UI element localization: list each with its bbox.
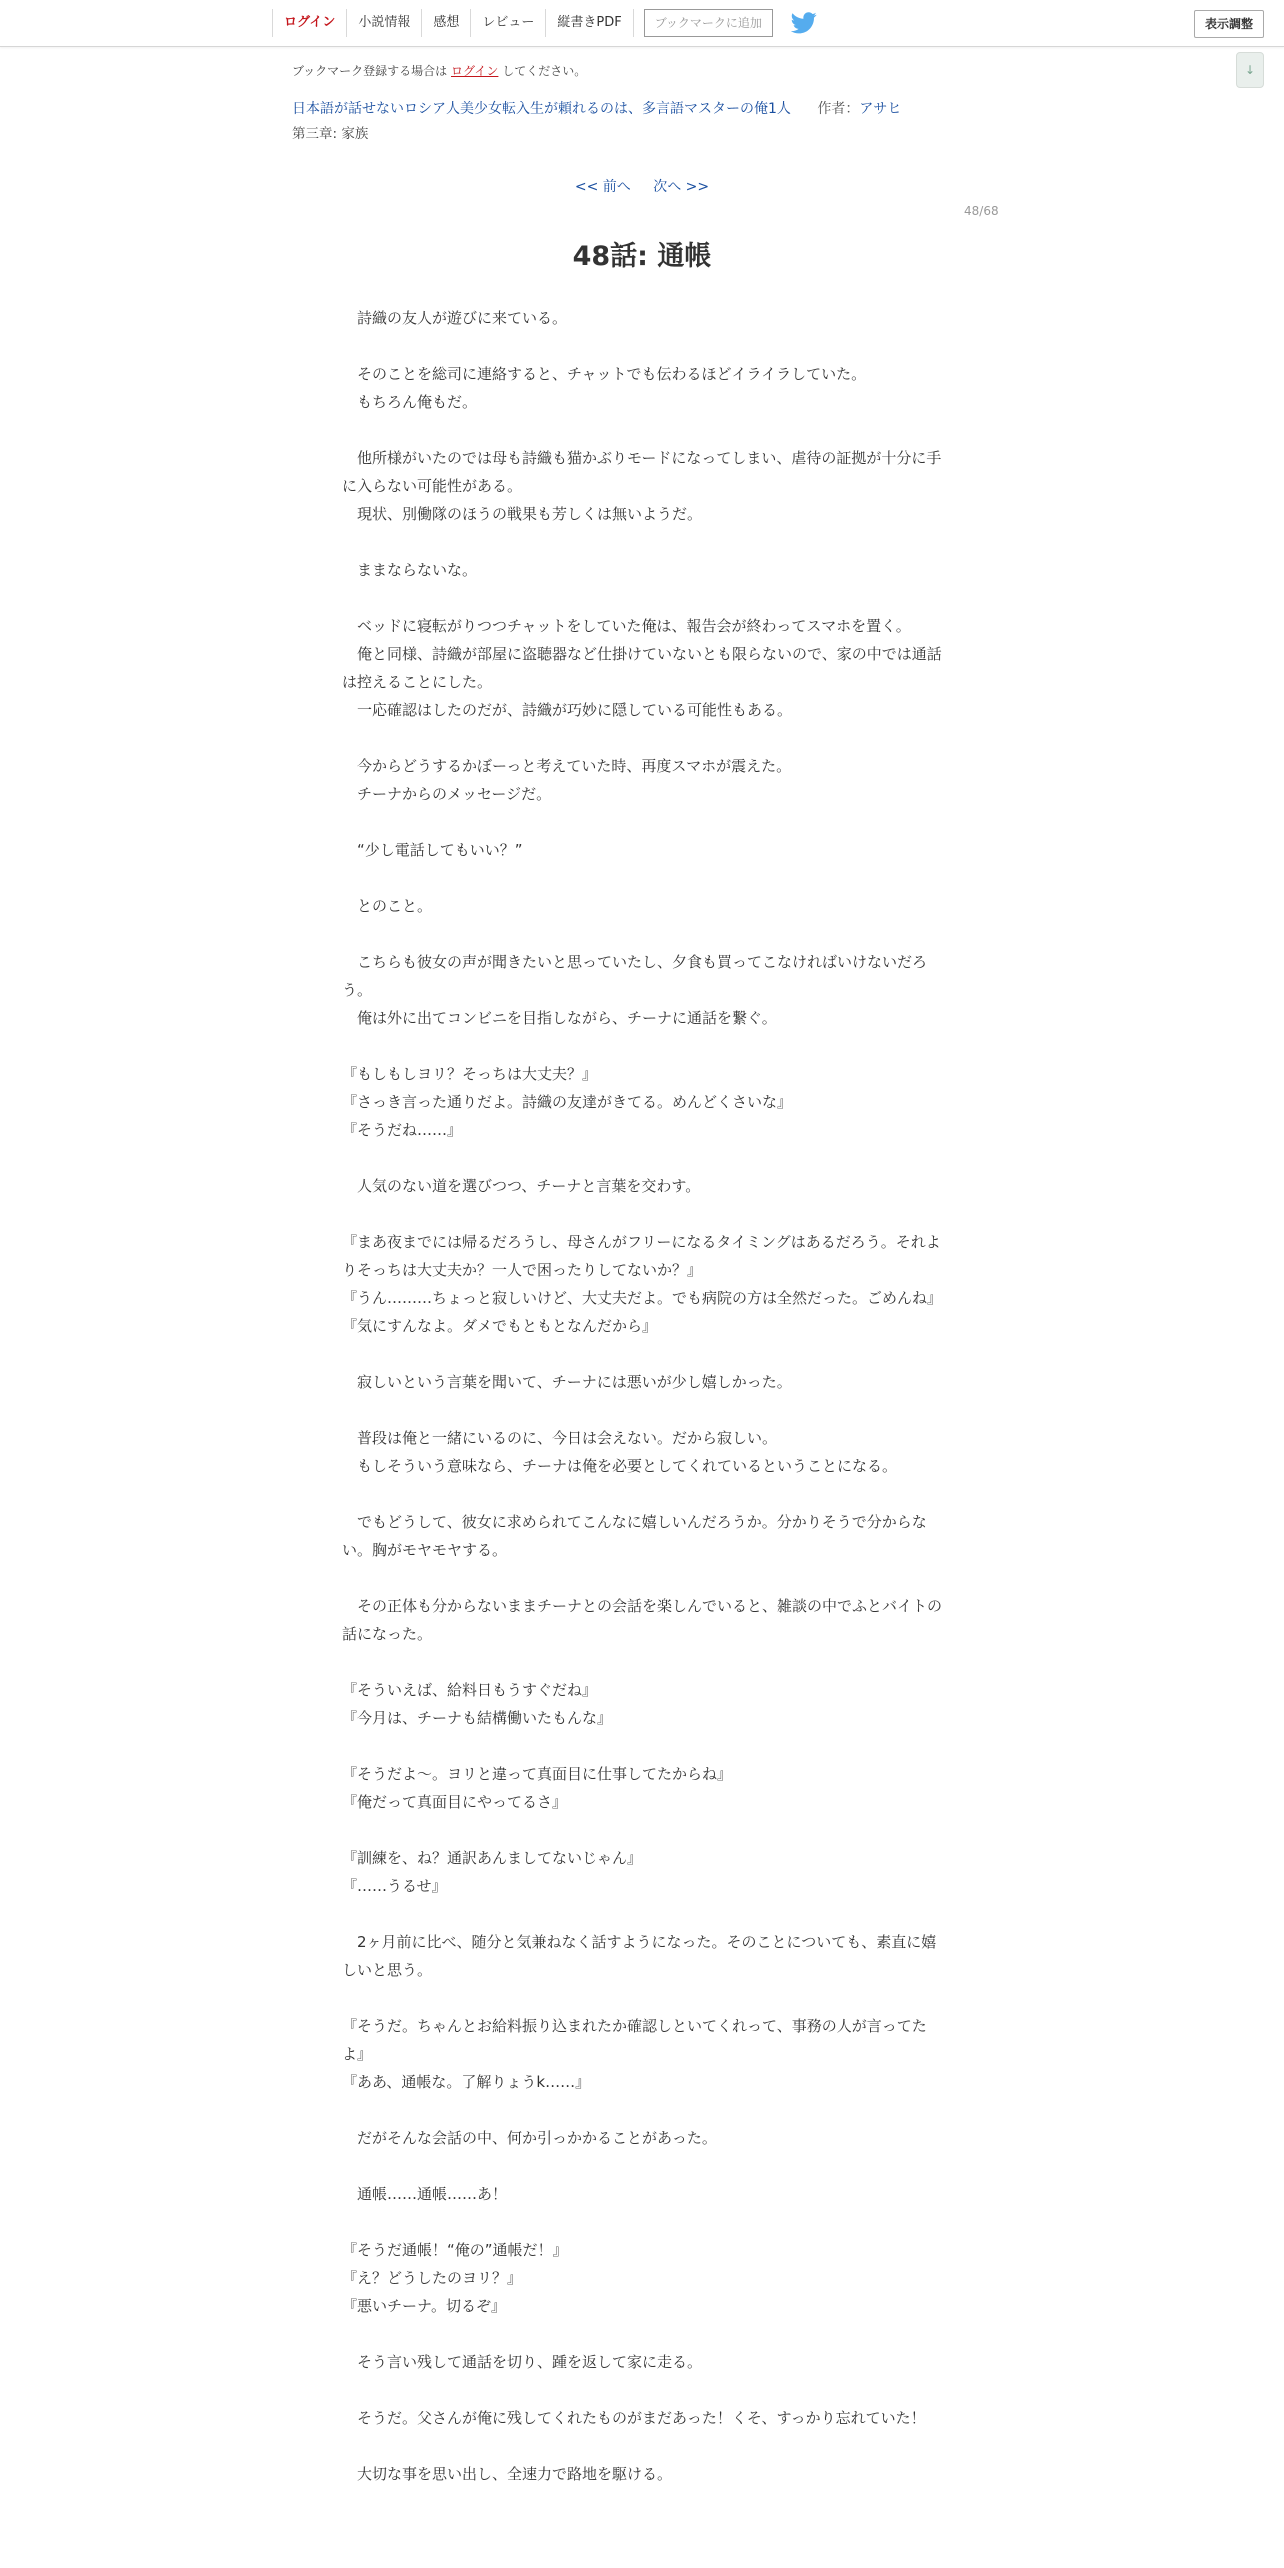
body-paragraph	[342, 1900, 942, 1928]
body-paragraph	[342, 584, 942, 612]
body-paragraph: もちろん俺もだ。	[342, 393, 478, 411]
body-paragraph: こちらも彼女の声が聞きたいと思っていたし、夕食も買ってこなければいけないだろう。	[342, 953, 928, 999]
body-paragraph: 今からどうするかぼーっと考えていた時、再度スマホが震えた。	[342, 757, 792, 775]
body-paragraph: その正体も分からないままチーナとの会話を楽しんでいると、雑談の中でふとバイトの話になった。	[342, 1597, 943, 1643]
bookmark-login-notice	[292, 62, 586, 79]
bookmark-notice-login-link[interactable]: ログイン	[451, 64, 499, 78]
episode-title: 48話: 通帳	[572, 241, 712, 272]
body-paragraph: 『そういえば、給料日もうすぐだね』	[342, 1681, 598, 1699]
body-paragraph: 俺は外に出てコンビニを目指しながら、チーナに通話を繋ぐ。	[342, 1009, 777, 1027]
body-paragraph: 寂しいという言葉を聞いて、チーナには悪いが少し嬉しかった。	[342, 1373, 792, 1391]
body-paragraph: だがそんな会話の中、何か引っかかることがあった。	[342, 2129, 717, 2147]
bookmark-notice-pre: ブックマーク登録する場合は	[292, 64, 448, 78]
body-paragraph: 『そうだ通帳！“俺の”通帳だ！』	[342, 2241, 568, 2259]
body-paragraph: 人気のない道を選びつつ、チーナと言葉を交わす。	[342, 1177, 701, 1195]
body-paragraph	[342, 1200, 942, 1228]
add-bookmark-button[interactable]: ブックマークに追加	[644, 9, 773, 37]
body-paragraph	[342, 1032, 942, 1060]
body-paragraph	[342, 2152, 942, 2180]
body-paragraph	[342, 1564, 942, 1592]
body-paragraph: とのこと。	[342, 897, 433, 915]
body-paragraph	[342, 864, 942, 892]
scroll-down-button[interactable]	[1236, 52, 1264, 88]
novel-title-row	[292, 98, 901, 118]
body-paragraph: 大切な事を思い出し、全速力で路地を駆ける。	[342, 2465, 673, 2483]
body-paragraph	[342, 920, 942, 948]
episode-pager	[0, 176, 1284, 196]
body-paragraph: 通帳……通帳……あ！	[342, 2185, 508, 2203]
body-paragraph	[342, 528, 942, 556]
author-label: 作者：	[817, 101, 860, 117]
body-paragraph: 『まあ夜までには帰るだろうし、母さんがフリーになるタイミングはあるだろう。それよりそっちは大丈夫か？一人で困ったりしてないか？』	[342, 1233, 941, 1279]
nav-impressions-link[interactable]: 感想	[421, 9, 470, 37]
body-paragraph	[342, 1732, 942, 1760]
bookmark-notice-post: してください。	[502, 64, 587, 78]
nav-review-link[interactable]: レビュー	[470, 9, 545, 37]
body-paragraph: 現状、別働隊のほうの戦果も芳しくは無いようだ。	[342, 505, 703, 523]
body-paragraph: 普段は俺と一緒にいるのに、今日は会えない。だから寂しい。	[342, 1429, 778, 1447]
body-paragraph: 『……うるせ』	[342, 1877, 447, 1895]
body-paragraph: 『今月は、チーナも結構働いたもんな』	[342, 1709, 613, 1727]
body-paragraph	[342, 808, 942, 836]
body-paragraph: 『うん………ちょっと寂しいけど、大丈夫だよ。でも病院の方は全然だった。ごめんね』	[342, 1289, 943, 1307]
nav-menu	[272, 9, 817, 37]
body-paragraph	[342, 724, 942, 752]
body-paragraph	[342, 416, 942, 444]
page-count: 48/68	[964, 204, 999, 218]
body-paragraph	[342, 2096, 942, 2124]
body-paragraph: 俺と同様、詩織が部屋に盗聴器など仕掛けていないとも限らないので、家の中では通話は控えることにした。	[342, 645, 942, 691]
body-paragraph: 詩織の友人が遊びに来ている。	[342, 309, 568, 327]
body-paragraph: 『そうだね……』	[342, 1121, 463, 1139]
body-paragraph: そうだ。父さんが俺に残してくれたものがまだあった！くそ、すっかり忘れていた！	[342, 2409, 926, 2427]
nav-login-link[interactable]: ログイン	[272, 9, 346, 37]
body-paragraph: ままならないな。	[342, 561, 478, 579]
body-paragraph	[342, 332, 942, 360]
body-paragraph	[342, 2320, 942, 2348]
top-navigation-bar	[0, 0, 1284, 47]
body-paragraph: 『もしもしヨリ？そっちは大丈夫？』	[342, 1065, 598, 1083]
body-paragraph: 『え？どうしたのヨリ？』	[342, 2269, 523, 2287]
body-paragraph: 一応確認はしたのだが、詩織が巧妙に隠している可能性もある。	[342, 701, 793, 719]
body-paragraph: そのことを総司に連絡すると、チャットでも伝わるほどイライラしていた。	[342, 365, 867, 383]
chapter-title: 第三章: 家族	[292, 126, 369, 142]
body-paragraph: そう言い残して通話を切り、踵を返して家に走る。	[342, 2353, 703, 2371]
body-paragraph: ベッドに寝転がりつつチャットをしていた俺は、報告会が終わってスマホを置く。	[342, 617, 911, 635]
body-paragraph: 『ああ、通帳な。了解りょうk……』	[342, 2073, 591, 2091]
body-paragraph	[342, 1396, 942, 1424]
body-paragraph	[342, 2432, 942, 2460]
body-paragraph: もしそういう意味なら、チーナは俺を必要としてくれているということになる。	[342, 1457, 898, 1475]
body-paragraph: 『そうだよ〜。ヨリと違って真面目に仕事してたからね』	[342, 1765, 733, 1783]
body-paragraph: 2ヶ月前に比べ、随分と気兼ねなく話すようになった。そのことについても、素直に嬉しいと思う。	[342, 1933, 937, 1979]
body-paragraph: チーナからのメッセージだ。	[342, 785, 552, 803]
body-paragraph	[342, 1648, 942, 1676]
novel-body-text	[342, 304, 942, 2488]
body-paragraph: 『そうだ。ちゃんとお給料振り込まれたか確認しといてくれって、事務の人が言ってたよ』	[342, 2017, 927, 2063]
body-paragraph	[342, 1984, 942, 2012]
body-paragraph: 『さっき言った通りだよ。詩織の友達がきてる。めんどくさいな』	[342, 1093, 793, 1111]
body-paragraph: 『悪いチーナ。切るぞ』	[342, 2297, 506, 2315]
author-name-link[interactable]: アサヒ	[859, 101, 902, 117]
next-episode-link[interactable]: 次へ >>	[653, 179, 710, 195]
display-settings-button[interactable]: 表示調整	[1194, 10, 1264, 38]
body-paragraph: “少し電話してもいい？”	[342, 841, 523, 859]
body-paragraph: 他所様がいたのでは母も詩織も猫かぶりモードになってしまい、虐待の証拠が十分に手に入らない可能性がある。	[342, 449, 942, 495]
body-paragraph	[342, 2208, 942, 2236]
body-paragraph: 『俺だって真面目にやってるさ』	[342, 1793, 568, 1811]
body-paragraph	[342, 1340, 942, 1368]
body-paragraph	[342, 1144, 942, 1172]
body-paragraph	[342, 2376, 942, 2404]
body-paragraph	[342, 1816, 942, 1844]
nav-vertical-pdf-link[interactable]: 縦書きPDF	[545, 9, 633, 37]
body-paragraph: でもどうして、彼女に求められてこんなに嬉しいんだろうか。分かりそうで分からない。胸がモヤモヤする。	[342, 1513, 927, 1559]
body-paragraph: 『訓練を、ね？通訳あんましてないじゃん』	[342, 1849, 643, 1867]
body-paragraph: 『気にすんなよ。ダメでもともとなんだから』	[342, 1317, 658, 1335]
prev-episode-link[interactable]: << 前へ	[574, 179, 631, 195]
novel-title-link[interactable]: 日本語が話せないロシア人美少女転入生が頼れるのは、多言語マスターの俺1人	[292, 101, 791, 117]
nav-novel-info-link[interactable]: 小説情報	[346, 9, 421, 37]
down-arrow-icon: ↓	[1244, 63, 1256, 77]
twitter-bird-icon[interactable]	[791, 12, 817, 34]
body-paragraph	[342, 1480, 942, 1508]
